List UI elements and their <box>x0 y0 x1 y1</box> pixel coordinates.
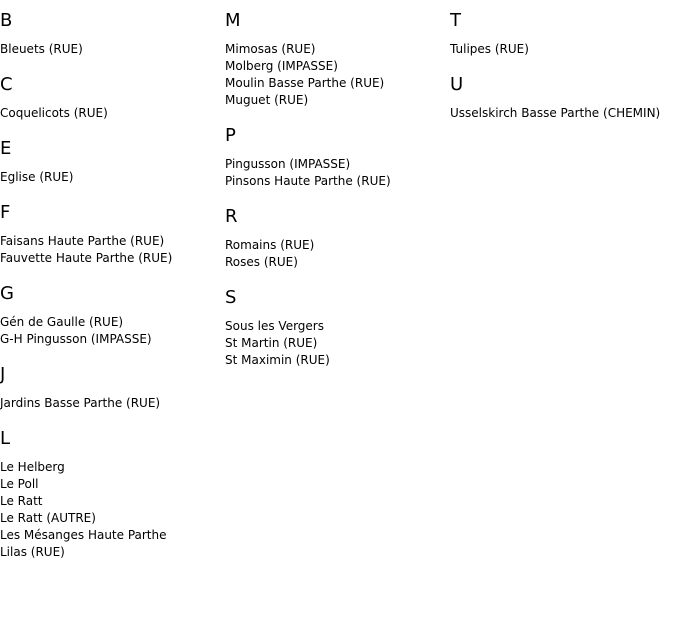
letter-heading: G <box>0 283 14 304</box>
street-name: Coquelicots (RUE) <box>0 106 108 120</box>
index-column-1 <box>0 10 225 577</box>
street-list <box>0 395 225 412</box>
street-name: Sous les Vergers <box>225 319 324 333</box>
street-list <box>450 105 675 122</box>
street-name: Molberg (IMPASSE) <box>225 59 338 73</box>
street-name: Pingusson (IMPASSE) <box>225 157 351 171</box>
street-name: St Maximin (RUE) <box>225 353 330 367</box>
letter-group <box>450 10 675 58</box>
street-name: Faisans Haute Parthe (RUE) <box>0 234 165 248</box>
street-name: St Martin (RUE) <box>225 336 318 350</box>
index-column-2 <box>225 10 450 385</box>
street-name: Jardins Basse Parthe (RUE) <box>0 396 161 410</box>
street-name: Gén de Gaulle (RUE) <box>0 315 124 329</box>
letter-group <box>225 206 450 271</box>
letter-group <box>0 364 225 412</box>
street-list <box>225 156 450 190</box>
street-name: G-H Pingusson (IMPASSE) <box>0 332 152 346</box>
street-name: Le Ratt <box>0 494 43 508</box>
street-name: Les Mésanges Haute Parthe <box>0 528 167 542</box>
street-name: Lilas (RUE) <box>0 545 65 559</box>
letter-heading: R <box>225 206 238 227</box>
street-list <box>225 318 450 369</box>
street-name: Mimosas (RUE) <box>225 42 316 56</box>
letter-group <box>0 202 225 267</box>
index-column-3 <box>450 10 675 138</box>
letter-heading: C <box>0 74 13 95</box>
letter-heading: B <box>0 10 13 31</box>
street-name: Tulipes (RUE) <box>450 42 529 56</box>
street-list <box>225 237 450 271</box>
street-list <box>0 314 225 348</box>
letter-group <box>225 287 450 369</box>
letter-heading: J <box>0 364 6 385</box>
letter-group <box>0 138 225 186</box>
letter-group <box>450 74 675 122</box>
street-name: Muguet (RUE) <box>225 93 309 107</box>
street-name: Romains (RUE) <box>225 238 315 252</box>
letter-heading: U <box>450 74 464 95</box>
street-list <box>0 105 225 122</box>
letter-heading: L <box>0 428 11 449</box>
street-name: Le Ratt (AUTRE) <box>0 511 96 525</box>
street-list <box>225 41 450 109</box>
street-name: Usselskirch Basse Parthe (CHEMIN) <box>450 106 661 120</box>
letter-heading: S <box>225 287 237 308</box>
letter-group <box>0 10 225 58</box>
letter-group <box>0 74 225 122</box>
street-list <box>0 233 225 267</box>
street-name: Bleuets (RUE) <box>0 42 83 56</box>
street-name: Eglise (RUE) <box>0 170 74 184</box>
street-name: Le Poll <box>0 477 39 491</box>
letter-heading: P <box>225 125 236 146</box>
street-list <box>0 459 225 561</box>
letter-group <box>225 10 450 109</box>
street-name: Moulin Basse Parthe (RUE) <box>225 76 385 90</box>
letter-heading: T <box>450 10 461 31</box>
street-list <box>0 169 225 186</box>
letter-heading: M <box>225 10 241 31</box>
street-list <box>450 41 675 58</box>
letter-group <box>0 283 225 348</box>
letter-heading: E <box>0 138 12 159</box>
street-name: Roses (RUE) <box>225 255 298 269</box>
letter-group <box>0 428 225 561</box>
street-list <box>0 41 225 58</box>
letter-group <box>225 125 450 190</box>
letter-heading: F <box>0 202 11 223</box>
street-name: Le Helberg <box>0 460 65 474</box>
street-name: Pinsons Haute Parthe (RUE) <box>225 174 391 188</box>
street-name: Fauvette Haute Parthe (RUE) <box>0 251 173 265</box>
